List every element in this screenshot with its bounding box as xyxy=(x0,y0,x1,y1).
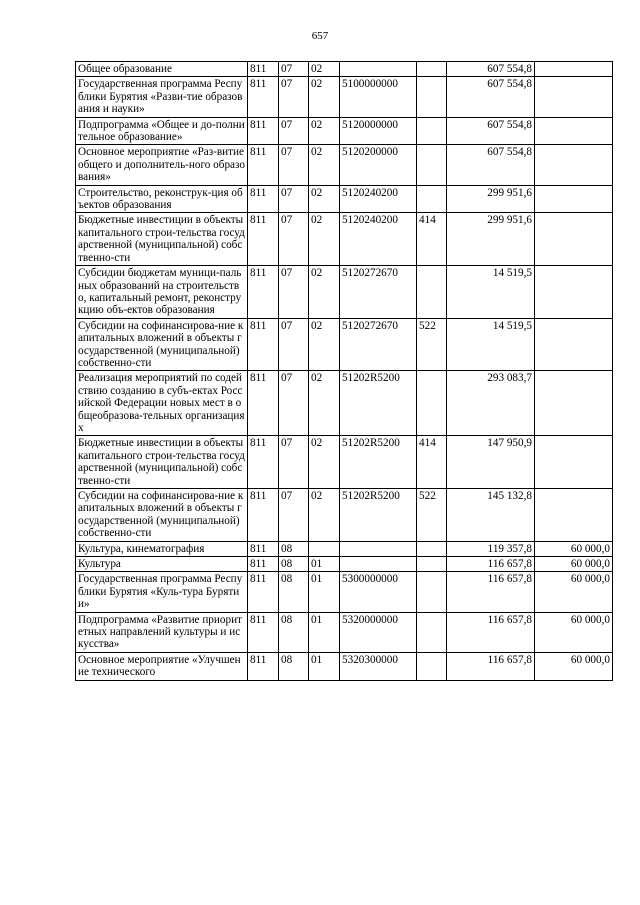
target-article-cell: 5120272670 xyxy=(340,318,417,371)
table-row xyxy=(76,117,613,145)
amount-secondary-cell xyxy=(535,77,613,117)
subsection-code-cell: 02 xyxy=(309,185,340,213)
table-row xyxy=(76,489,613,542)
amount-secondary-cell xyxy=(535,213,613,266)
grbs-code-cell: 811 xyxy=(248,318,279,371)
target-article-cell: 5120240200 xyxy=(340,185,417,213)
table-row xyxy=(76,62,613,77)
amount-cell: 116 657,8 xyxy=(447,572,535,612)
target-article-cell: 51202R5200 xyxy=(340,436,417,489)
expense-type-cell: 414 xyxy=(417,436,447,489)
table-row xyxy=(76,185,613,213)
table-row xyxy=(76,557,613,572)
grbs-code-cell: 811 xyxy=(248,572,279,612)
subsection-code-cell: 01 xyxy=(309,652,340,680)
section-code-cell: 07 xyxy=(279,62,309,77)
grbs-code-cell: 811 xyxy=(248,652,279,680)
grbs-code-cell: 811 xyxy=(248,541,279,556)
table-row xyxy=(76,77,613,117)
expense-type-cell: 522 xyxy=(417,318,447,371)
table-row xyxy=(76,213,613,266)
target-article-cell: 51202R5200 xyxy=(340,489,417,542)
row-name-cell: Субсидии на софинансирова-ние капитальных вложений в объекты государственной (муниципальной) собственно-сти xyxy=(76,489,248,542)
section-code-cell: 07 xyxy=(279,117,309,145)
amount-cell: 607 554,8 xyxy=(447,62,535,77)
subsection-code-cell: 01 xyxy=(309,557,340,572)
target-article-cell: 5120240200 xyxy=(340,213,417,266)
amount-secondary-cell xyxy=(535,266,613,319)
table-row xyxy=(76,612,613,652)
grbs-code-cell: 811 xyxy=(248,489,279,542)
section-code-cell: 07 xyxy=(279,266,309,319)
amount-cell: 145 132,8 xyxy=(447,489,535,542)
row-name-cell: Государственная программа Республики Бурятия «Куль-тура Бурятии» xyxy=(76,572,248,612)
amount-cell: 119 357,8 xyxy=(447,541,535,556)
expense-type-cell xyxy=(417,541,447,556)
expense-type-cell xyxy=(417,145,447,185)
expense-type-cell xyxy=(417,185,447,213)
table-row xyxy=(76,652,613,680)
expense-type-cell: 522 xyxy=(417,489,447,542)
subsection-code-cell: 02 xyxy=(309,318,340,371)
table-row xyxy=(76,371,613,436)
section-code-cell: 08 xyxy=(279,541,309,556)
subsection-code-cell: 02 xyxy=(309,77,340,117)
row-name-cell: Бюджетные инвестиции в объекты капитального строи-тельства государственной (муниципальной) собственно-сти xyxy=(76,213,248,266)
grbs-code-cell: 811 xyxy=(248,266,279,319)
section-code-cell: 08 xyxy=(279,557,309,572)
target-article-cell: 5320000000 xyxy=(340,612,417,652)
section-code-cell: 08 xyxy=(279,652,309,680)
row-name-cell: Бюджетные инвестиции в объекты капитального строи-тельства государственной (муниципальной) собственно-сти xyxy=(76,436,248,489)
target-article-cell: 5120272670 xyxy=(340,266,417,319)
page-number: 657 xyxy=(311,30,329,42)
expense-type-cell xyxy=(417,572,447,612)
amount-cell: 607 554,8 xyxy=(447,145,535,185)
grbs-code-cell: 811 xyxy=(248,145,279,185)
grbs-code-cell: 811 xyxy=(248,371,279,436)
target-article-cell: 5320300000 xyxy=(340,652,417,680)
table-row xyxy=(76,436,613,489)
amount-secondary-cell xyxy=(535,371,613,436)
target-article-cell: 5100000000 xyxy=(340,77,417,117)
expense-type-cell xyxy=(417,612,447,652)
subsection-code-cell: 01 xyxy=(309,612,340,652)
row-name-cell: Основное мероприятие «Раз-витие общего и дополнитель-ного образования» xyxy=(76,145,248,185)
subsection-code-cell: 02 xyxy=(309,117,340,145)
amount-cell: 299 951,6 xyxy=(447,213,535,266)
row-name-cell: Подпрограмма «Развитие приоритетных направлений культуры и искусства» xyxy=(76,612,248,652)
section-code-cell: 07 xyxy=(279,145,309,185)
amount-cell: 607 554,8 xyxy=(447,117,535,145)
expense-type-cell xyxy=(417,62,447,77)
subsection-code-cell: 02 xyxy=(309,145,340,185)
target-article-cell xyxy=(340,557,417,572)
amount-cell: 293 083,7 xyxy=(447,371,535,436)
row-name-cell: Культура, кинематография xyxy=(76,541,248,556)
section-code-cell: 07 xyxy=(279,213,309,266)
grbs-code-cell: 811 xyxy=(248,557,279,572)
amount-secondary-cell xyxy=(535,117,613,145)
amount-secondary-cell xyxy=(535,185,613,213)
section-code-cell: 07 xyxy=(279,436,309,489)
amount-secondary-cell: 60 000,0 xyxy=(535,572,613,612)
section-code-cell: 07 xyxy=(279,489,309,542)
subsection-code-cell: 02 xyxy=(309,62,340,77)
expense-type-cell xyxy=(417,117,447,145)
section-code-cell: 07 xyxy=(279,318,309,371)
subsection-code-cell: 01 xyxy=(309,572,340,612)
table-row xyxy=(76,145,613,185)
amount-secondary-cell xyxy=(535,436,613,489)
amount-cell: 299 951,6 xyxy=(447,185,535,213)
amount-secondary-cell xyxy=(535,318,613,371)
grbs-code-cell: 811 xyxy=(248,77,279,117)
row-name-cell: Государственная программа Республики Бурятия «Разви-тие образования и науки» xyxy=(76,77,248,117)
table-row xyxy=(76,572,613,612)
target-article-cell xyxy=(340,62,417,77)
section-code-cell: 08 xyxy=(279,612,309,652)
row-name-cell: Субсидии на софинансирова-ние капитальных вложений в объекты государственной (муниципальной) собственно-сти xyxy=(76,318,248,371)
section-code-cell: 07 xyxy=(279,77,309,117)
table-row xyxy=(76,541,613,556)
grbs-code-cell: 811 xyxy=(248,117,279,145)
target-article-cell xyxy=(340,541,417,556)
row-name-cell: Культура xyxy=(76,557,248,572)
table-row xyxy=(76,266,613,319)
expense-type-cell xyxy=(417,266,447,319)
amount-secondary-cell: 60 000,0 xyxy=(535,612,613,652)
expense-type-cell: 414 xyxy=(417,213,447,266)
amount-cell: 607 554,8 xyxy=(447,77,535,117)
expense-type-cell xyxy=(417,652,447,680)
amount-cell: 116 657,8 xyxy=(447,557,535,572)
amount-cell: 147 950,9 xyxy=(447,436,535,489)
subsection-code-cell: 02 xyxy=(309,371,340,436)
amount-cell: 116 657,8 xyxy=(447,612,535,652)
grbs-code-cell: 811 xyxy=(248,213,279,266)
expense-type-cell xyxy=(417,557,447,572)
budget-table xyxy=(75,61,613,681)
row-name-cell: Реализация мероприятий по содействию созданию в субъ-ектах Российской Федерации новых мест в общеобразова-тельных организациях xyxy=(76,371,248,436)
amount-secondary-cell xyxy=(535,145,613,185)
subsection-code-cell: 02 xyxy=(309,436,340,489)
grbs-code-cell: 811 xyxy=(248,612,279,652)
row-name-cell: Строительство, реконструк-ция объектов образования xyxy=(76,185,248,213)
amount-secondary-cell: 60 000,0 xyxy=(535,541,613,556)
expense-type-cell xyxy=(417,77,447,117)
grbs-code-cell: 811 xyxy=(248,436,279,489)
target-article-cell: 5300000000 xyxy=(340,572,417,612)
row-name-cell: Общее образование xyxy=(76,62,248,77)
amount-secondary-cell xyxy=(535,489,613,542)
grbs-code-cell: 811 xyxy=(248,62,279,77)
subsection-code-cell: 02 xyxy=(309,266,340,319)
target-article-cell: 51202R5200 xyxy=(340,371,417,436)
amount-cell: 116 657,8 xyxy=(447,652,535,680)
expense-type-cell xyxy=(417,371,447,436)
amount-cell: 14 519,5 xyxy=(447,266,535,319)
table-row xyxy=(76,318,613,371)
amount-secondary-cell: 60 000,0 xyxy=(535,557,613,572)
section-code-cell: 07 xyxy=(279,185,309,213)
row-name-cell: Основное мероприятие «Улучшение технического xyxy=(76,652,248,680)
amount-secondary-cell xyxy=(535,62,613,77)
subsection-code-cell: 02 xyxy=(309,213,340,266)
amount-secondary-cell: 60 000,0 xyxy=(535,652,613,680)
section-code-cell: 07 xyxy=(279,371,309,436)
subsection-code-cell xyxy=(309,541,340,556)
target-article-cell: 5120000000 xyxy=(340,117,417,145)
section-code-cell: 08 xyxy=(279,572,309,612)
row-name-cell: Подпрограмма «Общее и до-полнительное образование» xyxy=(76,117,248,145)
row-name-cell: Субсидии бюджетам муници-пальных образований на строительство, капитальный ремонт, реконструкцию объ-ектов образования xyxy=(76,266,248,319)
amount-cell: 14 519,5 xyxy=(447,318,535,371)
grbs-code-cell: 811 xyxy=(248,185,279,213)
subsection-code-cell: 02 xyxy=(309,489,340,542)
target-article-cell: 5120200000 xyxy=(340,145,417,185)
